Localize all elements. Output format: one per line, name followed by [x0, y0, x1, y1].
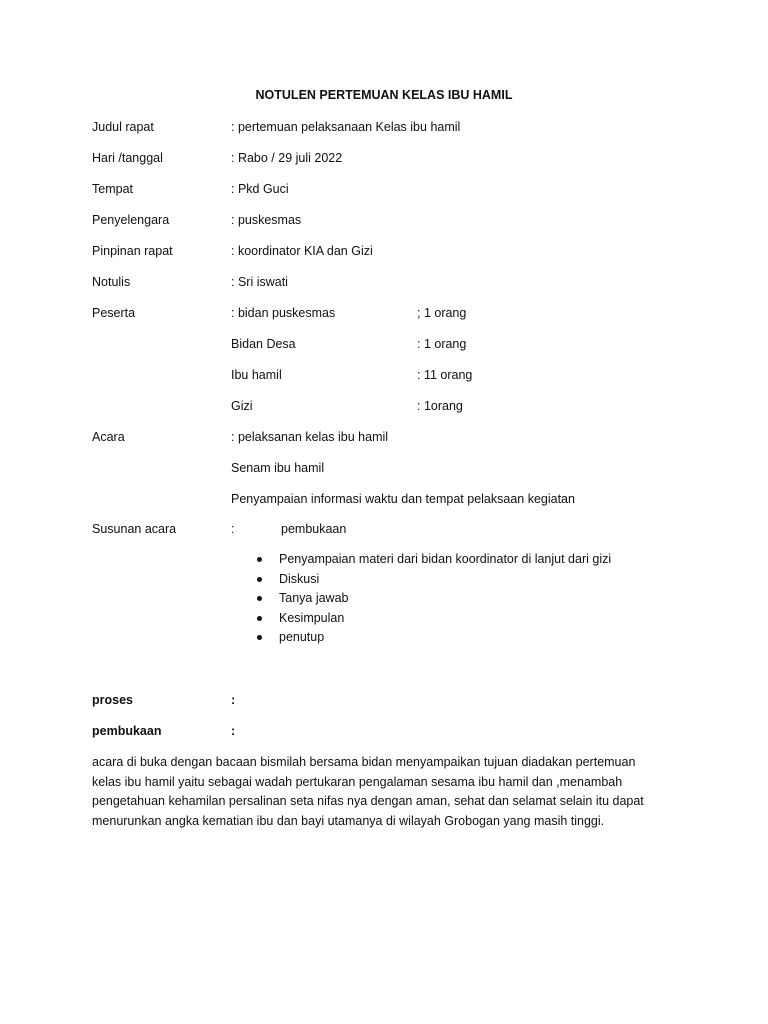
- list-item: [255, 610, 611, 630]
- acara-label: Acara: [92, 430, 125, 444]
- bullet-icon: [257, 557, 262, 562]
- susunan-acara-list: [255, 551, 611, 649]
- tempat-label: Tempat: [92, 182, 133, 196]
- peserta-name: : bidan puskesmas: [231, 306, 336, 320]
- penyelenggara-label: Penyelengara: [92, 213, 170, 227]
- list-item-text: penutup: [279, 630, 325, 644]
- list-item-text: Penyampaian materi dari bidan koordinator di lanjut dari gizi: [279, 552, 612, 566]
- peserta-name: Ibu hamil: [231, 368, 282, 382]
- list-item: [255, 551, 611, 571]
- peserta-name: Bidan Desa: [231, 337, 296, 351]
- peserta-count: : 1orang: [417, 399, 463, 413]
- list-item-text: Diskusi: [279, 571, 320, 586]
- acara-line: : pelaksanan kelas ibu hamil: [231, 430, 389, 444]
- susunan-acara-colon: :: [231, 522, 235, 536]
- proses-label: proses: [92, 693, 133, 707]
- judul-rapat-label: Judul rapat: [92, 120, 154, 134]
- proses-colon: :: [231, 693, 236, 707]
- list-item: [255, 629, 611, 649]
- pembukaan-paragraph: acara di buka dengan bacaan bismilah bersama bidan menyampaikan tujuan diadakan pertemuan kelas ibu hamil yaitu sebagai wadah pertukaran pengalaman sesama ibu hamil dan ,menambah pengetahuan kehamilan persalinan seta nifas nya dengan aman, sehat dan selamat selain itu dapat menurunkan angka kematian ibu dan bayi utamanya di wilayah Grobogan yang masih tinggi.: [92, 755, 644, 828]
- document-title: NOTULEN PERTEMUAN KELAS IBU HAMIL: [255, 88, 513, 102]
- list-item-text: Tanya jawab: [279, 591, 349, 605]
- peserta-count: : 11 orang: [417, 368, 473, 382]
- susunan-acara-label: Susunan acara: [92, 522, 177, 536]
- notulis-value: : Sri iswati: [231, 275, 288, 289]
- judul-rapat-value: : pertemuan pelaksanaan Kelas ibu hamil: [231, 120, 461, 134]
- pimpinan-rapat-label: Pinpinan rapat: [92, 244, 173, 258]
- penyelenggara-value: : puskesmas: [231, 213, 302, 227]
- peserta-count: : 1 orang: [417, 337, 467, 351]
- bullet-icon: [257, 635, 262, 640]
- list-item: [255, 590, 611, 610]
- notulis-label: Notulis: [92, 275, 131, 289]
- list-item-text: Kesimpulan: [279, 610, 345, 625]
- acara-line: Senam ibu hamil: [231, 461, 325, 475]
- bullet-icon: [257, 596, 262, 601]
- hari-tanggal-value: : Rabo / 29 juli 2022: [231, 151, 343, 165]
- pimpinan-rapat-value: : koordinator KIA dan Gizi: [231, 244, 373, 258]
- bullet-icon: [257, 577, 262, 582]
- hari-tanggal-label: Hari /tanggal: [92, 151, 163, 165]
- tempat-value: : Pkd Guci: [231, 182, 289, 196]
- acara-line: Penyampaian informasi waktu dan tempat pelaksaan kegiatan: [231, 492, 575, 506]
- peserta-label: Peserta: [92, 306, 136, 320]
- susunan-acara-first: pembukaan: [281, 522, 347, 536]
- peserta-count: ; 1 orang: [417, 306, 467, 320]
- peserta-name: Gizi: [231, 399, 253, 413]
- list-item: [255, 571, 611, 591]
- pembukaan-label: pembukaan: [92, 724, 162, 738]
- bullet-icon: [257, 616, 262, 621]
- pembukaan-colon: :: [231, 724, 236, 738]
